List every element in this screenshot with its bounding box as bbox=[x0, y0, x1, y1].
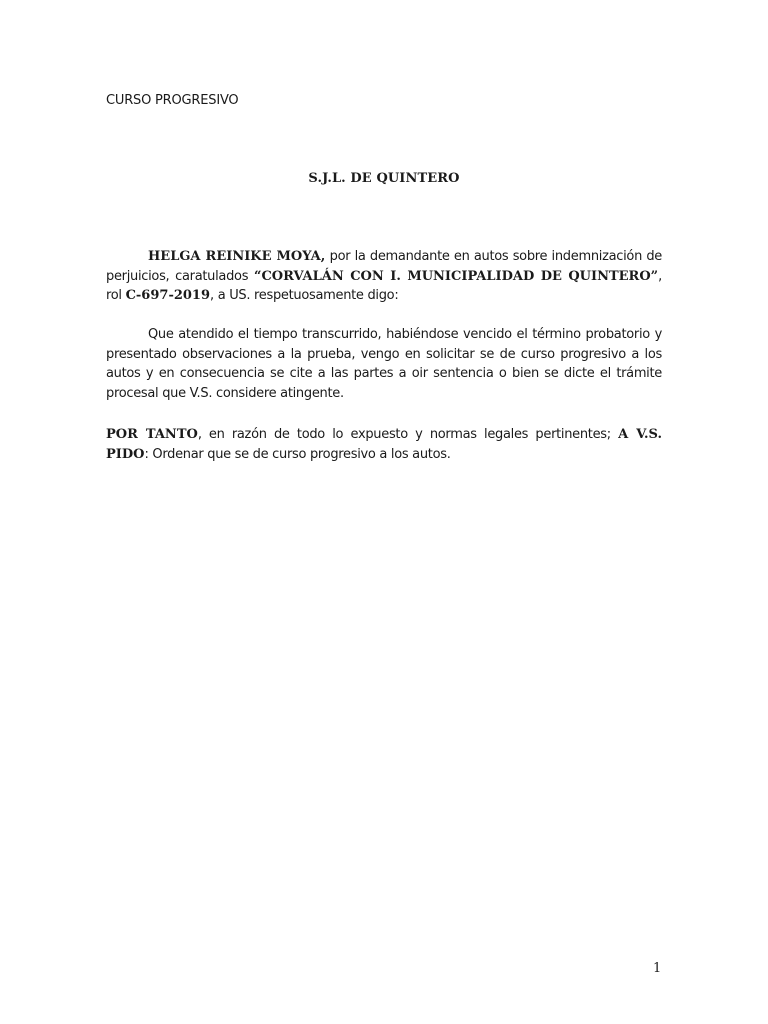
paragraph-text: , en razón de todo lo expuesto y normas legales pertinentes; bbox=[197, 427, 619, 442]
court-heading: S.J.L. DE QUINTERO bbox=[308, 171, 460, 186]
party-name: HELGA REINIKE MOYA, bbox=[148, 249, 326, 264]
paragraph-request: Que atendido el tiempo transcurrido, habiéndose vencido el término probatorio y presentado observaciones a la prueba, vengo en solicitar se de curso progresivo a los autos y en consecuencia se cite a las partes a oir sentencia o bien se dicte el trámite procesal que V.S. considere atingente. bbox=[106, 327, 662, 401]
paragraph-text: , rol bbox=[106, 268, 663, 303]
paragraph-text: por la demandante en autos sobre indemnización de perjuicios, caratulados bbox=[106, 249, 662, 284]
case-number: C-697-2019 bbox=[125, 288, 211, 303]
paragraph-appearance bbox=[106, 247, 662, 306]
paragraph-text: : Ordenar que se de curso progresivo a los autos. bbox=[144, 446, 451, 462]
paragraph-petition bbox=[106, 425, 662, 464]
por-tanto-label: POR TANTO bbox=[106, 427, 198, 442]
document-sumilla: CURSO PROGRESIVO bbox=[106, 93, 239, 108]
case-caption: “CORVALÁN CON I. MUNICIPALIDAD DE QUINTERO” bbox=[253, 268, 659, 284]
paragraph-text: , a US. respetuosamente digo: bbox=[210, 288, 399, 303]
page-number: 1 bbox=[653, 961, 662, 976]
petition-label: A V.S. PIDO bbox=[106, 427, 662, 462]
